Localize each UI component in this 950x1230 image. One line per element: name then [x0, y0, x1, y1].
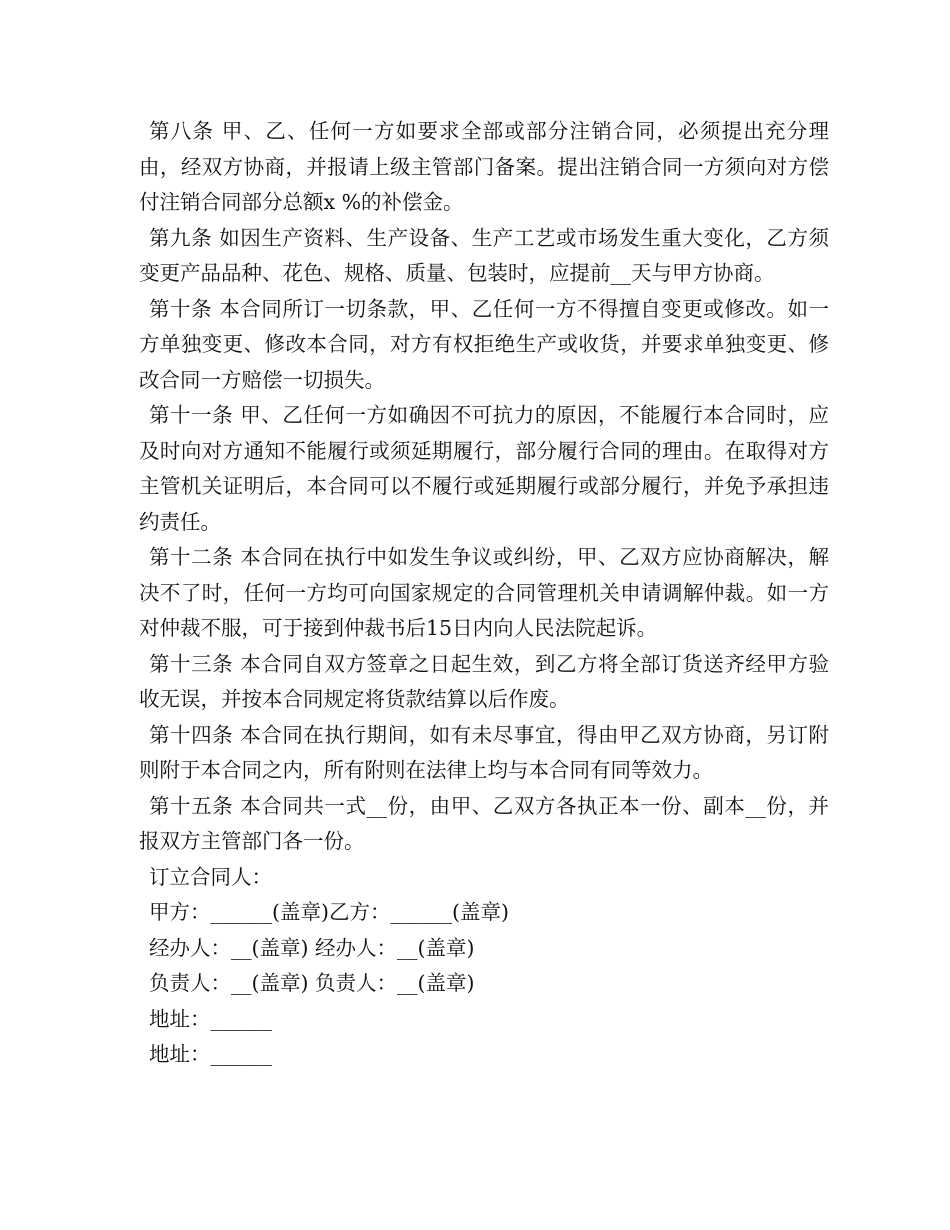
signature-heading: 订立合同人：: [149, 864, 272, 889]
agent-stamp-line: 经办人：__(盖章) 经办人：__(盖章): [149, 935, 475, 960]
clause-15: 第十五条 本合同共一式__份，由甲、乙双方各执正本一份、副本__份，并报双方主管部门各一份。: [139, 793, 829, 853]
contract-body: [139, 114, 829, 1073]
party-stamp-line: 甲方：______(盖章)乙方：______(盖章): [149, 900, 509, 924]
address-line-1: 地址：______: [149, 1006, 272, 1031]
signature-block: [139, 860, 829, 1073]
clause-13: 第十三条 本合同自双方签章之日起生效，到乙方将全部订货送齐经甲方验收无误，并按本合同规定将货款结算以后作废。: [139, 651, 829, 711]
address-line-2: 地址：______: [149, 1042, 272, 1066]
clause-12: 第十二条 本合同在执行中如发生争议或纠纷，甲、乙双方应协商解决，解决不了时，任何一方均可向国家规定的合同管理机关申请调解仲裁。如一方对仲裁不服，可于接到仲裁书后15日内向人民法院起诉。: [139, 545, 829, 640]
manager-stamp-line: 负责人：__(盖章) 负责人：__(盖章): [149, 971, 475, 995]
clause-8: 第八条 甲、乙、任何一方如要求全部或部分注销合同，必须提出充分理由，经双方协商，并报请上级主管部门备案。提出注销合同一方须向对方偿付注销合同部分总额x %的补偿金。: [139, 119, 829, 214]
clause-10: 第十条 本合同所订一切条款，甲、乙任何一方不得擅自变更或修改。如一方单独变更、修改本合同，对方有权拒绝生产或收货，并要求单独变更、修改合同一方赔偿一切损失。: [139, 296, 829, 392]
clause-11: 第十一条 甲、乙任何一方如确因不可抗力的原因，不能履行本合同时，应及时向对方通知不能履行或须延期履行，部分履行合同的理由。在取得对方主管机关证明后，本合同可以不履行或延期履行或部分履行，并免予承担违约责任。: [139, 403, 829, 534]
clause-14: 第十四条 本合同在执行期间，如有未尽事宜，得由甲乙双方协商，另订附则附于本合同之内，所有附则在法律上均与本合同有同等效力。: [139, 722, 829, 782]
clause-9: 第九条 如因生产资料、生产设备、生产工艺或市场发生重大变化，乙方须变更产品品种、花色、规格、质量、包装时，应提前__天与甲方协商。: [139, 225, 829, 285]
